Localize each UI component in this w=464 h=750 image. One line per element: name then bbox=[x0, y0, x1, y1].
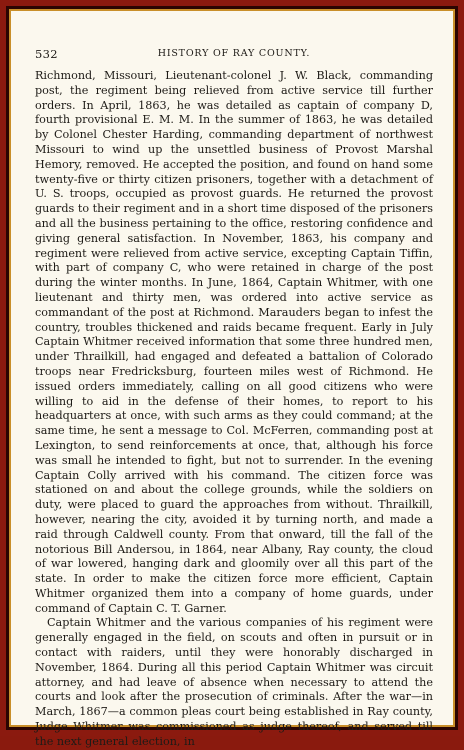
frame-gold-border bbox=[9, 9, 455, 748]
page-number: 532 bbox=[35, 47, 58, 61]
page-header bbox=[35, 47, 433, 63]
book-page bbox=[11, 11, 453, 748]
frame-inner-border bbox=[6, 6, 458, 748]
paragraph-continued: Richmond, Missouri, Lieutenant-colonel J. W. Black, commanding post, the regiment being relieved from active service till further orders. In April, 1863, he was detailed as captain of company D, fourth provisional E. M. M. In the summer of 1863, he was detailed by Colonel Chester Harding, commanding department of northwest Missouri to wind up the unsettled business of Provost Marshal Hemory, removed. He accepted the position, and found on hand some twenty-five or thirty citizen prisoners, together with a detachment of U. S. troops, occupied as provost guards. He returned the provost guards to their regiment and in a short time disposed of the prisoners and all the business pertaining to the office, restoring confidence and giving general satisfaction. In November, 1863, his company and regiment were relieved from active service, excepting Captain Tiffin, with part of company C, who were retained in charge of the post during the winter months. In June, 1864, Captain Whitmer, with one lieutenant and thirty men, was ordered into active service as commandant of the post at Richmond. Marauders began to infest the country, troubles thickened and raids became frequent. Early in July Captain Whitmer received information that some three hundred men, under Thrailkill, had engaged and defeated a battalion of Colorado troops near Fredricksburg, fourteen miles west of Richmond. He issued orders immediately, calling on all good citizens who were willing to aid in the defense of their homes, to report to his headquarters at once, with such arms as they could command; at the same time, he sent a message to Col. McFerren, commanding post at Lexington, to send reinforcements at once, that, although his force was small he intended to fight, but not to surrender. In the evening Captain Colly arrived with his command. The citizen force was stationed on and about the college grounds, while the soldiers on duty, were placed to guard the approaches from without. Thrailkill, however, nearing the city, avoided it by turning north, and made a raid through Caldwell county. From that onward, till the fall of the notorious Bill Andersou, in 1864, near Albany, Ray county, the cloud of war lowered, hanging dark and gloomily over all this part of the state. In order to make the citizen force more efficient, Captain Whitmer organized them into a company of home guards, under command of Captain C. T. Garner. bbox=[35, 69, 433, 615]
running-title: HISTORY OF RAY COUNTY. bbox=[157, 48, 311, 59]
paragraph: Captain Whitmer and the various companies of his regiment were generally engaged in the field, on scouts and often in pursuit or in contact with raiders, until they were honorably discharged in November, 1864. During all this period Captain Whitmer was circuit attorney, and had leave of absence when necessary to attend the courts and look after the prosecution of criminals. After the war—in March, 1867—a common pleas court being established in Ray county, Judge Whitmer was commissioned as judge thereof, and served till the next general election, in bbox=[35, 616, 433, 748]
body-text bbox=[35, 69, 433, 750]
